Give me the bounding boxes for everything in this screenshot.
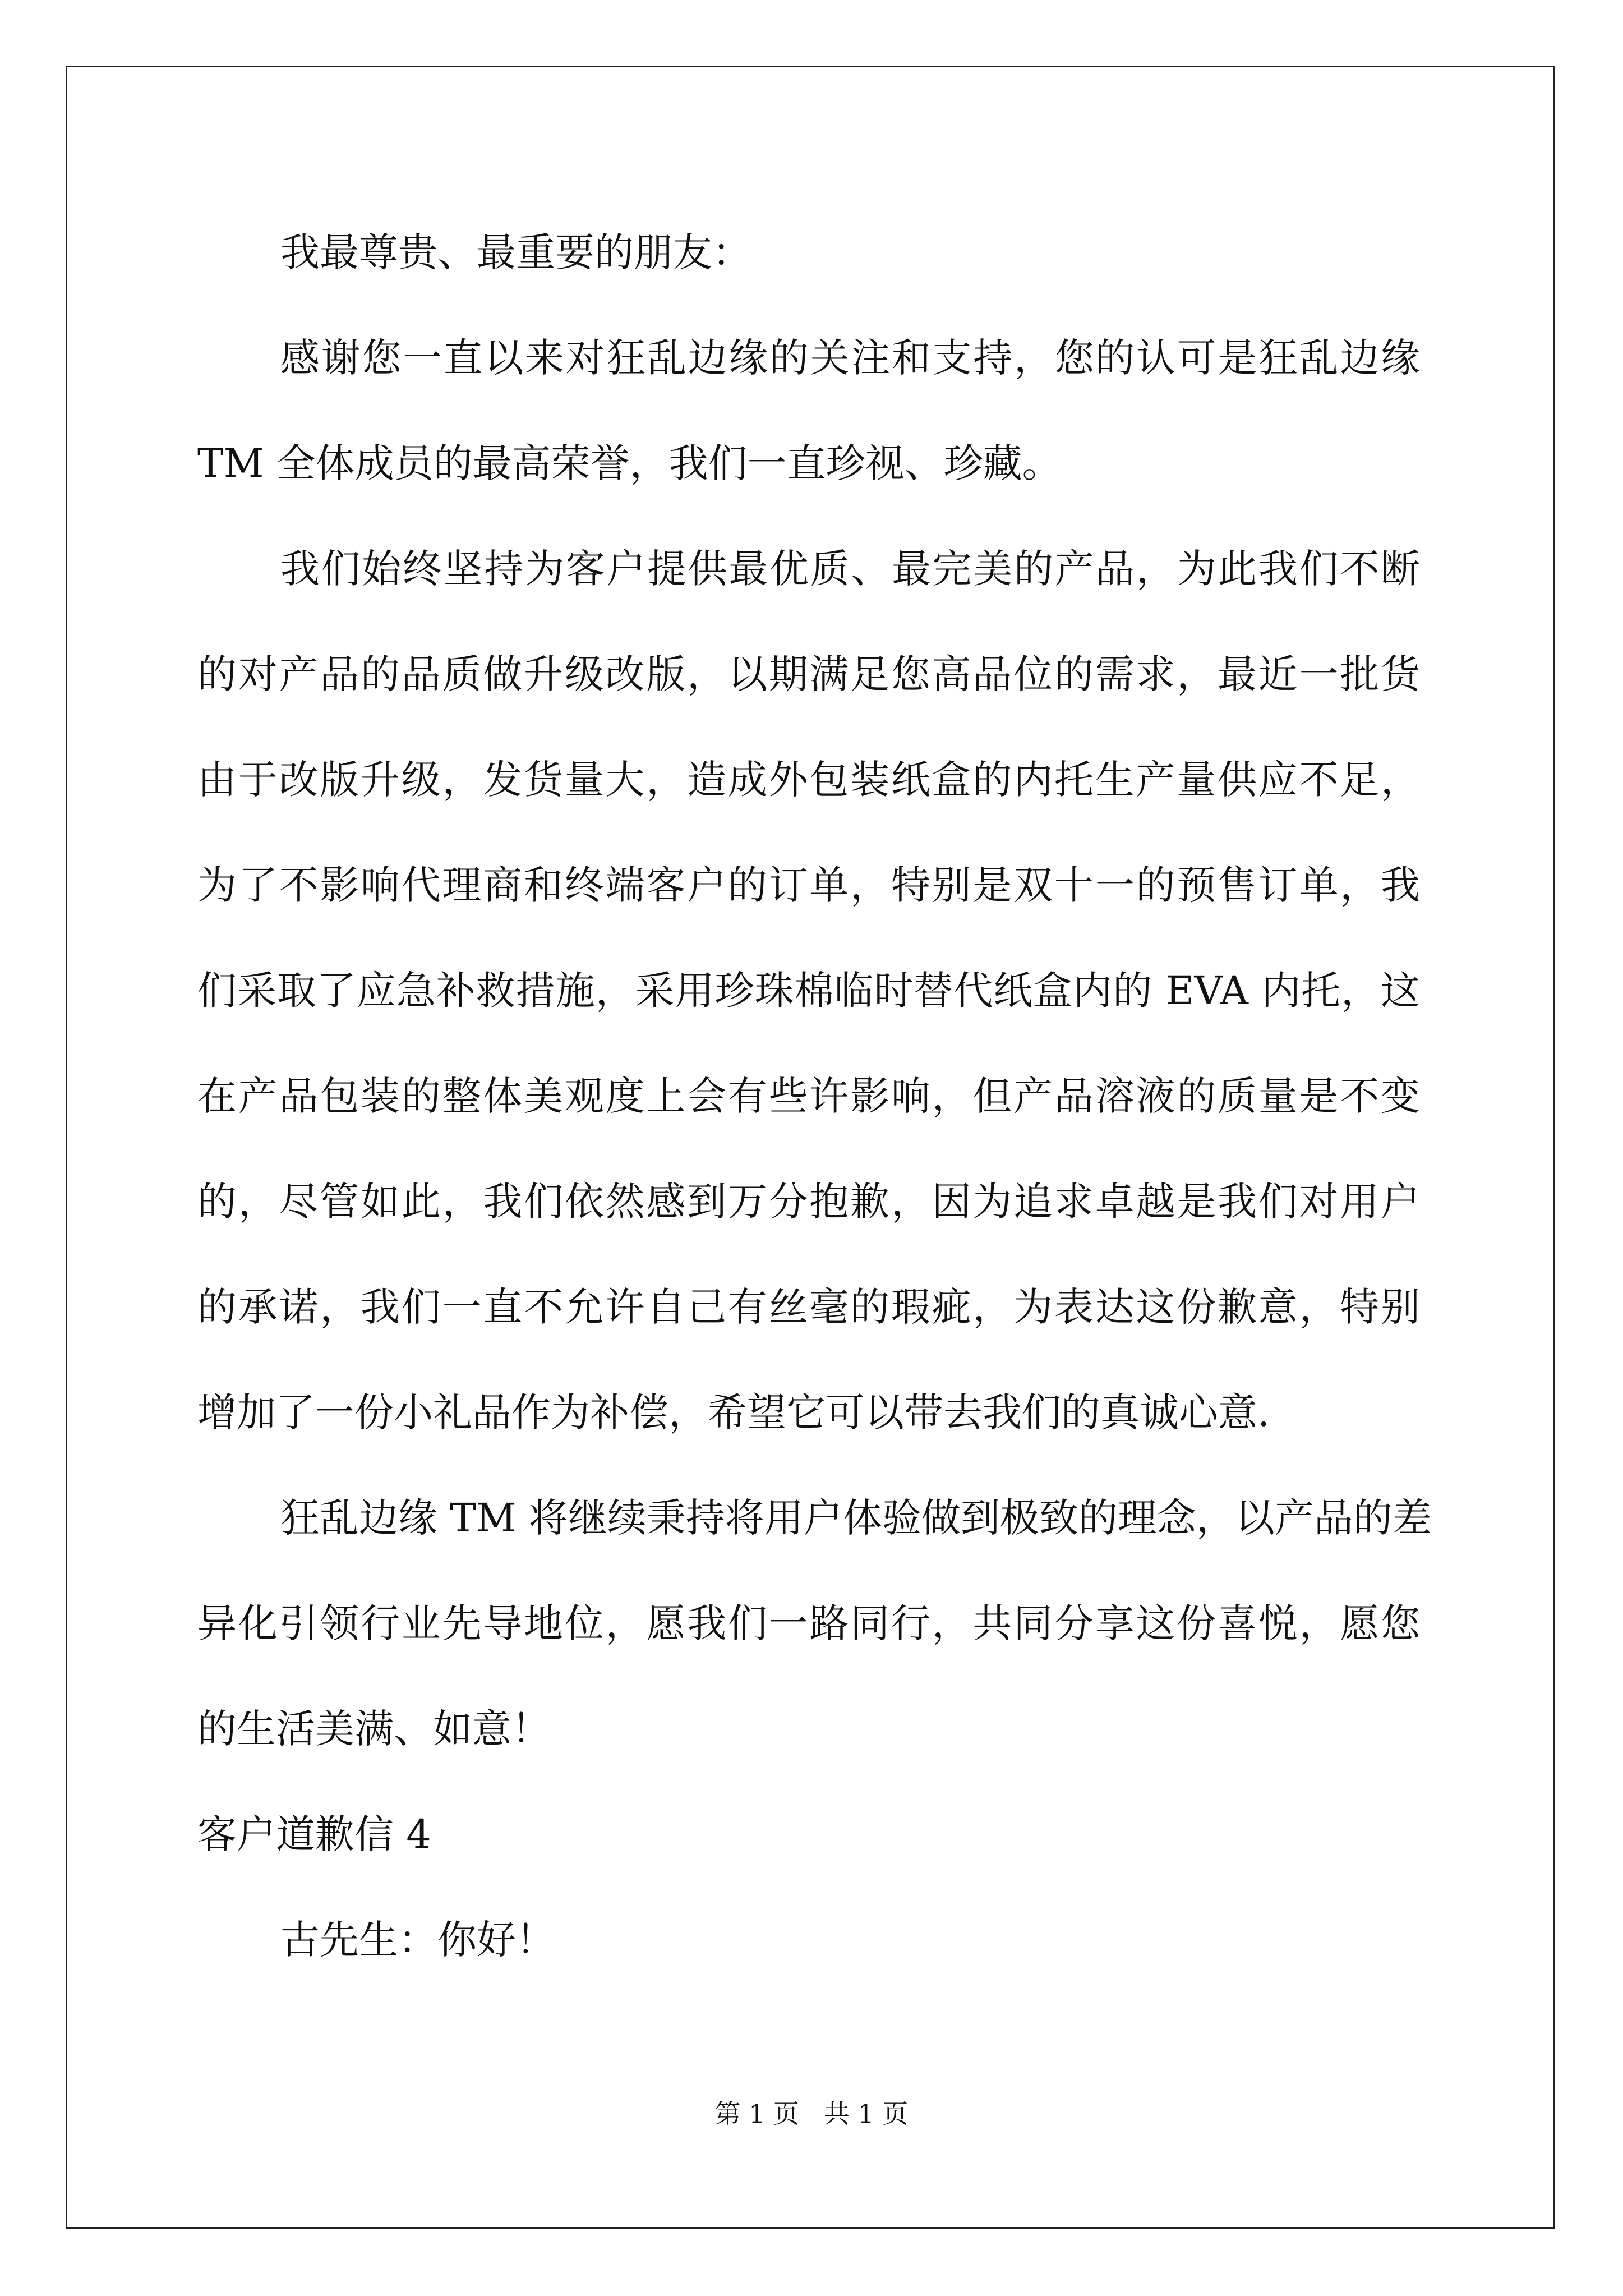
section-heading: 客户道歉信 4 bbox=[197, 1811, 431, 1857]
paragraph-line: 为了不影响代理商和终端客户的订单，特别是双十一的预售订单，我 bbox=[197, 862, 1420, 908]
greeting: 古先生：你好！ bbox=[280, 1917, 555, 1963]
paragraph-line: 增加了一份小礼品作为补偿，希望它可以带去我们的真诚心意. bbox=[197, 1389, 1270, 1435]
paragraph-line: 在产品包装的整体美观度上会有些许影响，但产品溶液的质量是不变 bbox=[197, 1073, 1420, 1119]
salutation: 我最尊贵、最重要的朋友： bbox=[280, 229, 751, 275]
paragraph-line: TM 全体成员的最高荣誉，我们一直珍视、珍藏。 bbox=[197, 440, 1062, 486]
paragraph-line: 我们始终坚持为客户提供最优质、最完美的产品，为此我们不断 bbox=[280, 546, 1420, 592]
paragraph-line: 狂乱边缘 TM 将继续秉持将用户体验做到极致的理念，以产品的差 bbox=[280, 1495, 1432, 1541]
paragraph-line: 的承诺，我们一直不允许自己有丝毫的瑕疵，为表达这份歉意，特别 bbox=[197, 1284, 1420, 1330]
paragraph-line: 的对产品的品质做升级改版，以期满足您高品位的需求，最近一批货 bbox=[197, 651, 1420, 697]
paragraph-line: 感谢您一直以来对狂乱边缘的关注和支持，您的认可是狂乱边缘 bbox=[280, 335, 1420, 381]
paragraph-line: 由于改版升级，发货量大，造成外包装纸盒的内托生产量供应不足， bbox=[197, 757, 1420, 803]
page-number-footer: 第 1 页 共 1 页 bbox=[714, 2099, 909, 2129]
paragraph-line: 们采取了应急补救措施，采用珍珠棉临时替代纸盒内的 EVA 内托，这 bbox=[197, 968, 1420, 1014]
page-border bbox=[66, 66, 1555, 2229]
paragraph-line: 的生活美满、如意！ bbox=[197, 1706, 551, 1752]
paragraph-line: 异化引领行业先导地位，愿我们一路同行，共同分享这份喜悦，愿您 bbox=[197, 1600, 1420, 1646]
paragraph-line: 的，尽管如此，我们依然感到万分抱歉，因为追求卓越是我们对用户 bbox=[197, 1179, 1420, 1225]
